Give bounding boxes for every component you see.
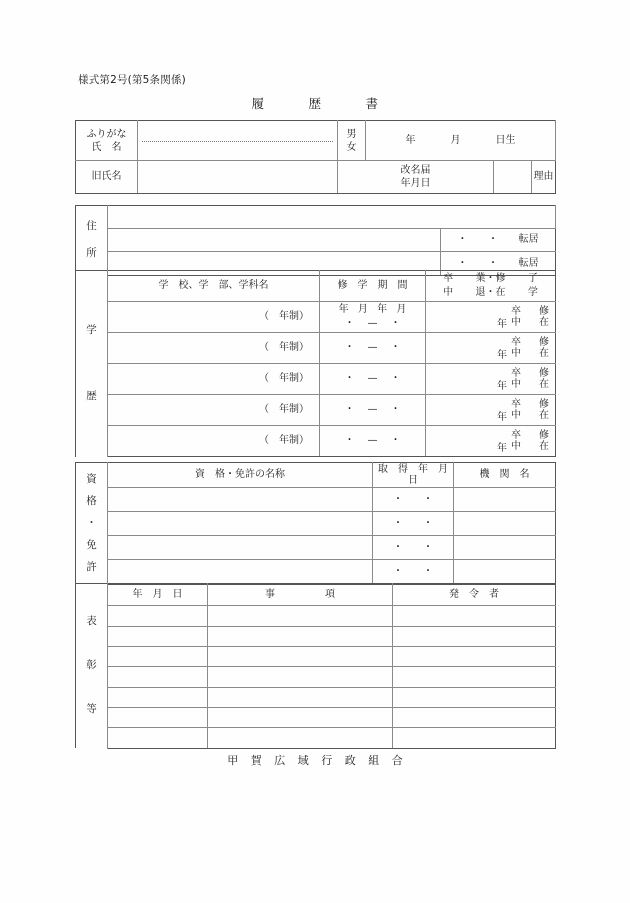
edu-finish-5: 修 [539,429,549,441]
address-label-char-1: 住 [86,220,97,233]
education-school-input-2[interactable] [108,333,320,364]
education-header-school [108,271,320,302]
award-item-input-6[interactable] [208,707,393,727]
license-date-input-3[interactable] [373,536,454,560]
license-label-char-5: 許 [86,560,97,573]
award-item-input-7[interactable] [208,728,393,748]
award-date-input-6[interactable] [108,707,208,727]
education-status-cell-1[interactable] [426,302,556,333]
edu-drop-5: 中 [511,441,521,452]
period-head-m2: 月 [396,304,407,316]
name-section-table [75,120,556,194]
edu-finish-3: 修 [539,367,549,379]
award-item-input-3[interactable] [208,646,393,666]
license-date-input-2[interactable] [373,512,454,536]
award-label-cell [76,584,108,749]
award-row [76,646,556,666]
gender-label-cell[interactable] [338,121,366,161]
award-row [76,667,556,687]
license-header-institution: 機 関 名 [454,463,556,488]
education-header-status [426,271,556,302]
award-issuer-input-7[interactable] [393,728,556,748]
period-dash-5: — [367,435,378,447]
education-years-note-5: （ 年制） [259,435,309,447]
period-dot-10: ・ [390,435,401,447]
address-row-2 [76,229,556,252]
status-head-2b: 退・在 [475,287,506,299]
education-status-stack-6 [539,368,549,390]
period-head-y1: 年 [338,304,349,316]
license-label-char-4: 免 [86,538,97,551]
license-row [76,560,556,584]
education-status-cell-4[interactable] [426,395,556,426]
period-dot-3: ・ [344,342,355,354]
education-status-stack-5 [511,368,521,390]
name-label-cell [76,121,138,161]
education-status-stack-2 [539,306,549,328]
license-row [76,536,556,560]
award-row [76,728,556,748]
award-date-input-5[interactable] [108,687,208,707]
license-dot-1: ・ [393,493,403,505]
license-date-input-4[interactable] [373,560,454,584]
edu-drop-2: 中 [511,348,521,359]
education-period-cell-5[interactable] [320,426,426,457]
education-year-5: 年 [497,443,507,454]
period-dot-5: ・ [344,373,355,385]
page-title [190,94,440,112]
award-header-date: 年 月 日 [108,584,208,606]
education-school-input-5[interactable] [108,426,320,457]
education-years-note-3: （ 年制） [259,373,309,385]
education-status-cell-5[interactable] [426,426,556,457]
birth-day-label: 日生 [495,134,516,146]
education-status-stack-8 [539,399,549,421]
address-section-table [75,205,556,276]
address-row-1 [76,206,556,229]
education-school-input-4[interactable] [108,395,320,426]
license-dot-3: ・ [393,517,403,529]
education-years-note-2: （ 年制） [259,342,309,354]
move-dot-3: ・ [457,257,468,269]
award-row [76,606,556,626]
education-label-cell [76,271,108,457]
address-label-char-2: 所 [86,247,97,260]
award-label-char-2: 彰 [86,659,97,672]
education-label-char-1: 学 [86,324,97,337]
rename-date-label: 年月日 [400,178,431,189]
award-header-row [76,584,556,606]
license-institution-input-3[interactable] [454,536,556,560]
award-row [76,626,556,646]
education-status-cell-3[interactable] [426,364,556,395]
name-label: 氏 名 [91,141,122,153]
award-date-input-3[interactable] [108,646,208,666]
edu-grad-3: 卒 [511,367,521,379]
form-code-label: 様式第2号(第5条関係) [78,74,186,86]
award-issuer-input-1[interactable] [393,606,556,626]
education-year-2: 年 [497,350,507,361]
education-period-cell-3[interactable] [320,364,426,395]
award-date-input-4[interactable] [108,667,208,687]
education-school-input-3[interactable] [108,364,320,395]
license-dot-5: ・ [393,542,403,554]
edu-drop-1: 中 [511,317,521,328]
education-label-char-2: 歴 [86,389,97,402]
award-date-input-2[interactable] [108,626,208,646]
edu-enroll-2: 在 [539,348,549,359]
education-status-stack-9 [511,430,521,452]
period-dash-3: — [367,373,378,385]
license-row [76,512,556,536]
name-input-cell[interactable] [138,121,338,161]
rename-date-label-cell [338,161,494,194]
period-dot-8: ・ [390,404,401,416]
footer-organization: 甲 賀 広 域 行 政 組 合 [227,754,408,767]
education-row [76,395,556,426]
award-row [76,687,556,707]
edu-drop-4: 中 [511,410,521,421]
education-row [76,364,556,395]
edu-drop-3: 中 [511,379,521,390]
period-dash-2: — [367,342,378,354]
edu-finish-4: 修 [539,398,549,410]
education-status-stack-7 [511,399,521,421]
education-header-period [320,271,426,302]
edu-finish-2: 修 [539,336,549,348]
address-input-current[interactable] [108,206,556,229]
license-header-row [76,463,556,488]
education-row [76,426,556,457]
award-item-input-4[interactable] [208,667,393,687]
edu-enroll-3: 在 [539,379,549,390]
license-dot-2: ・ [423,493,433,505]
furigana-label: ふりがな [86,128,127,140]
birthdate-cell[interactable] [366,121,556,161]
education-section-table [75,270,556,457]
former-name-label-cell: 旧氏名 [76,161,138,194]
title-char-3: 書 [365,96,379,111]
education-header-row [76,271,556,302]
period-head-y2: 年 [377,304,388,316]
birth-year-label: 年 [405,134,416,146]
award-issuer-input-3[interactable] [393,646,556,666]
award-item-input-5[interactable] [208,687,393,707]
period-dot-9: ・ [344,435,355,447]
status-head-1b: 業・修 [475,273,506,285]
education-status-stack-3 [511,337,521,359]
period-dot-6: ・ [390,373,401,385]
period-dot-1: ・ [344,318,355,330]
award-issuer-input-2[interactable] [393,626,556,646]
award-date-input-1[interactable] [108,606,208,626]
edu-grad-4: 卒 [511,398,521,410]
period-dot-2: ・ [390,318,401,330]
license-label-cell [76,463,108,585]
education-period-cell-2[interactable] [320,333,426,364]
education-header-period-text: 修 学 期 間 [337,280,408,292]
period-dot-7: ・ [344,404,355,416]
license-dot-4: ・ [423,517,433,529]
status-head-2c: 学 [527,287,538,299]
edu-enroll-4: 在 [539,410,549,421]
address-move-date-1[interactable] [441,229,556,252]
edu-grad-5: 卒 [511,429,521,441]
education-status-stack-4 [539,337,549,359]
education-header-school-text: 学 校、学 部、学科名 [158,280,269,292]
license-dot-6: ・ [423,542,433,554]
edu-finish-1: 修 [539,305,549,317]
gender-male-label: 男 [346,128,357,140]
move-label-2: 転居 [518,257,539,269]
education-row [76,302,556,333]
award-label-char-1: 表 [86,615,97,628]
award-label-char-3: 等 [86,703,97,716]
education-year-3: 年 [497,381,507,392]
award-row [76,707,556,727]
title-char-2: 歴 [308,96,322,111]
gender-female-label: 女 [346,141,357,153]
education-status-cell-2[interactable] [426,333,556,364]
title-char-1: 履 [251,96,265,111]
edu-grad-1: 卒 [511,305,521,317]
license-institution-input-4[interactable] [454,560,556,584]
award-section-table [75,583,556,749]
address-label-cell [76,206,108,276]
education-years-note-4: （ 年制） [259,404,309,416]
education-row [76,333,556,364]
license-row [76,488,556,512]
move-dot-2: ・ [487,234,498,246]
edu-enroll-1: 在 [539,317,549,328]
rename-notice-label: 改名届 [400,165,431,176]
rename-date-input-cell[interactable] [494,161,532,194]
license-institution-input-2[interactable] [454,512,556,536]
address-input-prev-1[interactable] [108,229,441,252]
period-head-m1: 月 [357,304,368,316]
education-school-input-1[interactable] [108,302,320,333]
award-header-item: 事 項 [208,584,393,606]
award-issuer-input-5[interactable] [393,687,556,707]
license-dot-8: ・ [423,566,433,578]
move-dot-4: ・ [487,257,498,269]
license-dot-7: ・ [393,566,403,578]
edu-grad-2: 卒 [511,336,521,348]
move-dot-1: ・ [457,234,468,246]
license-header-date: 取 得 年 月 日 [373,463,454,488]
license-name-input-2[interactable] [108,512,373,536]
reason-label-cell: 理由 [532,161,556,194]
education-years-note-1: （ 年制） [259,311,309,323]
birth-month-label: 月 [450,134,461,146]
license-name-input-3[interactable] [108,536,373,560]
license-label-char-2: 格 [86,494,97,507]
status-head-2a: 中 [443,287,454,299]
period-dash-4: — [367,404,378,416]
award-item-input-1[interactable] [208,606,393,626]
former-name-row [76,161,556,194]
license-label-char-1: 資 [86,472,97,485]
move-label-1: 転居 [518,234,539,246]
license-date-input-1[interactable] [373,488,454,512]
status-head-1a: 卒 [443,273,454,285]
period-dash-1: — [367,318,378,330]
license-header-name: 資 格・免許の名称 [108,463,373,488]
license-name-input-4[interactable] [108,560,373,584]
award-issuer-input-6[interactable] [393,707,556,727]
period-dot-4: ・ [390,342,401,354]
name-row [76,121,556,161]
award-item-input-2[interactable] [208,626,393,646]
former-name-input-cell[interactable] [138,161,338,194]
license-label-char-3: ・ [86,516,97,529]
education-period-cell-4[interactable] [320,395,426,426]
award-date-input-7[interactable] [108,728,208,748]
education-year-4: 年 [497,412,507,423]
education-status-stack-10 [539,430,549,452]
license-section-table [75,462,556,585]
education-year-1: 年 [497,319,507,330]
license-institution-input-1[interactable] [454,488,556,512]
status-head-1c: 了 [527,273,538,285]
education-period-cell-1[interactable] [320,302,426,333]
education-status-stack-1 [511,306,521,328]
edu-enroll-5: 在 [539,441,549,452]
award-issuer-input-4[interactable] [393,667,556,687]
award-header-issuer: 発 令 者 [393,584,556,606]
license-name-input-1[interactable] [108,488,373,512]
